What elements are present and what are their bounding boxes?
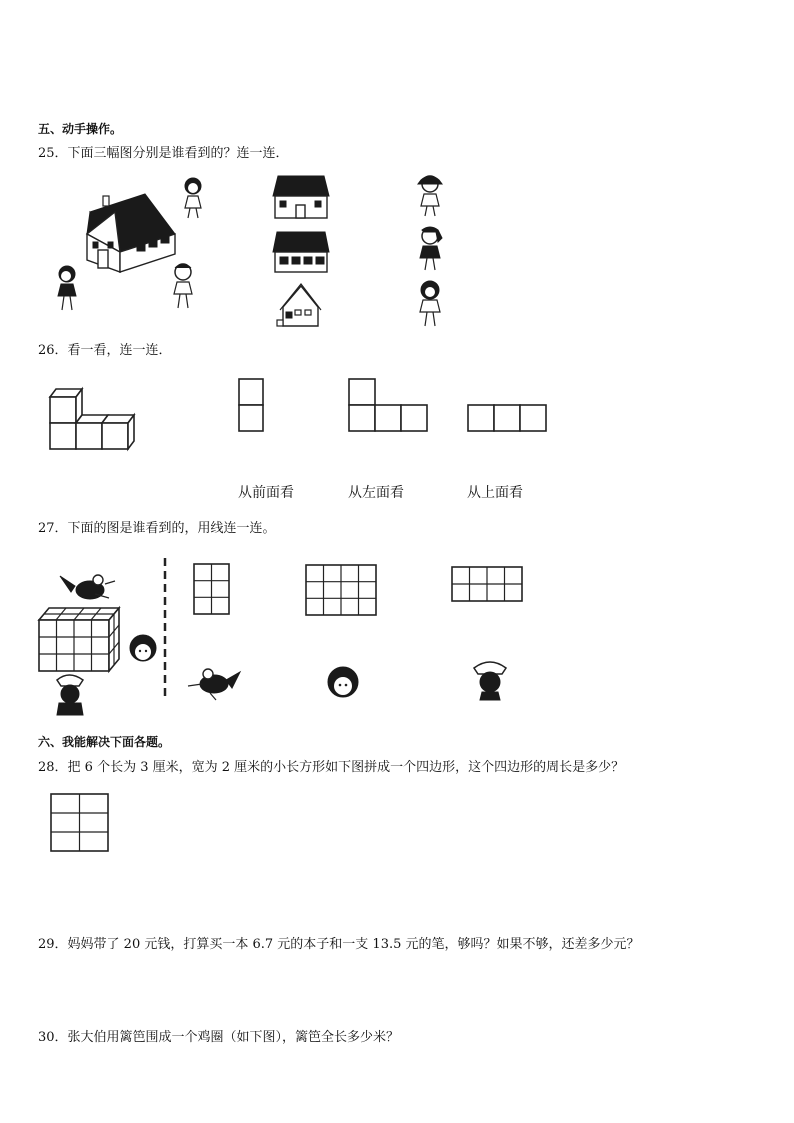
label-left-view: 从左面看 (348, 485, 404, 501)
girl-face-icon (130, 635, 156, 661)
cube-solid (48, 385, 140, 455)
view-4x2-grid (451, 566, 523, 602)
section-5-heading: 五、动手操作。 (38, 122, 123, 136)
child-3 (420, 281, 440, 326)
view-l-shape (348, 378, 428, 432)
view-2x3-grid (193, 563, 231, 615)
view-4x3-grid (305, 564, 377, 616)
child-2 (420, 227, 442, 270)
rectangle-grid-figure (50, 793, 110, 853)
question-29-text: 29．妈妈带了 20 元钱，打算买一本 6.7 元的本子和一支 13.5 元的笔，够吗？如果不够，还差多少元？ (38, 937, 640, 952)
question-25-text: 25．下面三幅图分别是谁看到的？连一连． (38, 146, 289, 161)
cube-box-scene (35, 572, 165, 717)
label-front-view: 从前面看 (238, 485, 294, 501)
bird-icon (60, 575, 115, 599)
section-6-heading: 六、我能解决下面各题。 (38, 735, 171, 749)
boy-with-hat-bottom-icon (470, 658, 510, 702)
girl-face-bottom-icon (325, 664, 361, 702)
label-top-view: 从上面看 (467, 485, 523, 501)
question-30-text: 30．张大伯用篱笆围成一个鸡圈（如下图），篱笆全长多少米？ (38, 1030, 400, 1045)
boy-with-hat-icon (57, 675, 83, 715)
view-three-in-row (467, 404, 547, 432)
bird-bottom-icon (186, 662, 242, 702)
view-two-stacked (238, 378, 264, 432)
house-scene-illustration (45, 172, 205, 317)
house-views (272, 172, 332, 332)
child-1 (418, 176, 442, 216)
question-26-text: 26．看一看，连一连． (38, 343, 172, 358)
children-column (408, 172, 453, 332)
house-front-view-roof (273, 176, 329, 196)
question-28-text: 28．把 6 个长为 3 厘米，宽为 2 厘米的小长方形如下图拼成一个四边形，这个四边形的周长是多少？ (38, 760, 625, 775)
question-27-text: 27．下面的图是谁看到的，用线连一连。 (38, 521, 276, 536)
dashed-divider (160, 558, 170, 698)
